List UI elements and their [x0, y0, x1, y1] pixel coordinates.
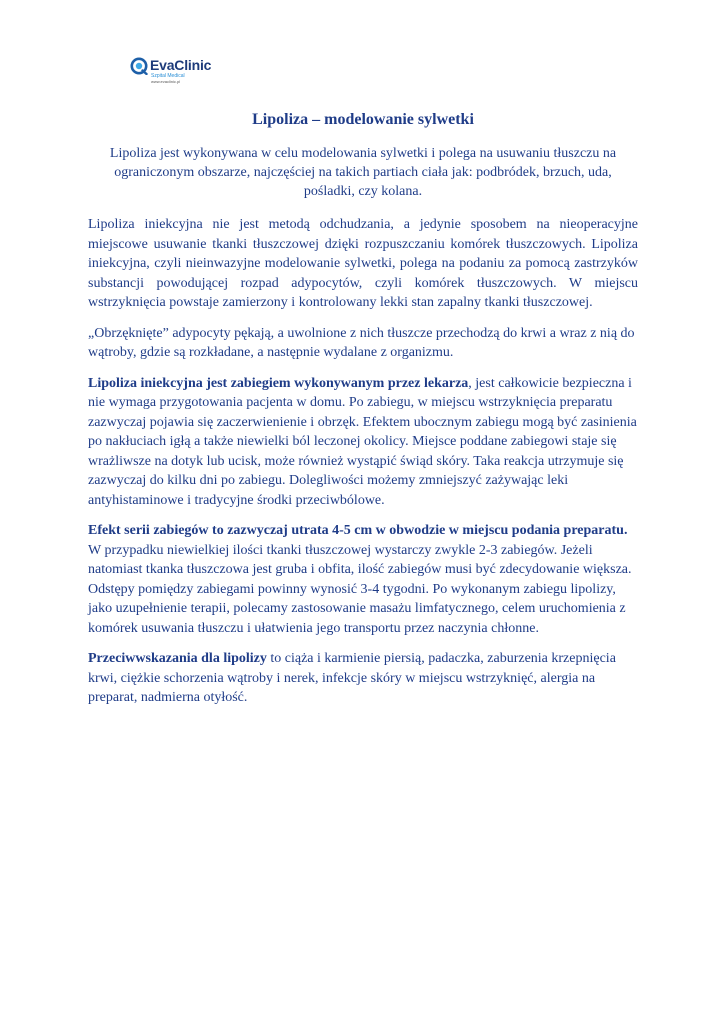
clinic-logo [130, 56, 240, 88]
paragraph-procedure [88, 374, 638, 511]
procedure-heading: Lipoliza iniekcyjna jest zabiegiem wykonywanym przez lekarza [88, 375, 469, 391]
contraindications-text: to ciąża i karmienie piersią, padaczka, zaburzenia krzepnięcia krwi, ciężkie schorzenia wątroby i nerek, infekcje skóry w miejscu wstrzyknięć, alergia na preparat, nadmierna otyłość. [88, 651, 616, 705]
effects-text: W przypadku niewielkiej ilości tkanki tłuszczowej wystarczy zwykle 2-3 zabiegów. Jeżeli natomiast tkanka tłuszczowa jest gruba i obfita, ilość zabiegów musi być zdecydowanie większa. Odstępy pomiędzy zabiegami powinny wynosić 3-4 tygodni. Po wykonanym zabiegu lipolizy, jako uzupełnienie terapii, polecamy zastosowanie masażu limfatycznego, celem uruchomienia z komórek usuwania tłuszczu i ułatwienia jego transportu przez naczynia chłonne. [88, 542, 632, 636]
logo-tagline: Szpital Medical [151, 73, 185, 79]
paragraph-contraindications [88, 649, 638, 708]
lead-paragraph: Lipoliza jest wykonywana w celu modelowania sylwetki i polega na usuwaniu tłuszczu na ograniczonym obszarze, najczęściej na takich partiach ciała jak: podbródek, brzuch, uda, pośladki, czy kolana. [109, 146, 617, 199]
logo-url: www.evaclinic.pl [151, 79, 181, 84]
logo-name: EvaClinic [150, 57, 212, 73]
effects-heading: Efekt serii zabiegów to zazwyczaj utrata 4-5 cm w obwodzie w miejscu podania preparatu. [88, 523, 628, 538]
paragraph-method: Lipoliza iniekcyjna nie jest metodą odchudzania, a jedynie sposobem na nieoperacyjne miejscowe usuwanie tkanki tłuszczowej dzięki rozpuszczaniu komórek tłuszczowych. Lipoliza iniekcyjna, czyli nieinwazyjne modelowanie sylwetki, polega na podaniu za pomocą zastrzyków substancji powodującej rozpad adypocytów, czyli komórek tłuszczowych. W miejscu wstrzyknięcia powstaje zamierzony i kontrolowany lekki stan zapalny tkanki tłuszczowej. [88, 217, 638, 310]
paragraph-mechanism: „Obrzęknięte” adypocyty pękają, a uwolnione z nich tłuszcze przechodzą do krwi a wraz z nią do wątroby, gdzie są rozkładane, a następnie wydalane z organizmu. [88, 325, 635, 360]
page-title: Lipoliza – modelowanie sylwetki [252, 111, 474, 128]
logo-mark-icon [130, 57, 148, 75]
contraindications-heading: Przeciwwskazania dla lipolizy [88, 651, 267, 666]
procedure-text: , jest całkowicie bezpieczna i nie wymaga przygotowania pacjenta w domu. Po zabiegu, w miejscu wstrzyknięcia preparatu zazwyczaj pojawia się zaczerwienienie i obrzęk. Efektem ubocznym zabiegu mogą być zasinienia po nakłuciach igłą a także niewielki ból leczonej okolicy. Miejsce poddane zabiegowi staje się wrażliwsze na dotyk lub ucisk, może również wystąpić świąd skóry. Taka reakcja utrzymuje się zazwyczaj do kilku dni po zabiegu. Dolegliwości możemy zmniejszyć zażywając leki antyhistaminowe i tradycyjne środki przeciwbólowe. [88, 375, 637, 508]
paragraph-effects [88, 521, 638, 638]
document-body [88, 110, 638, 719]
